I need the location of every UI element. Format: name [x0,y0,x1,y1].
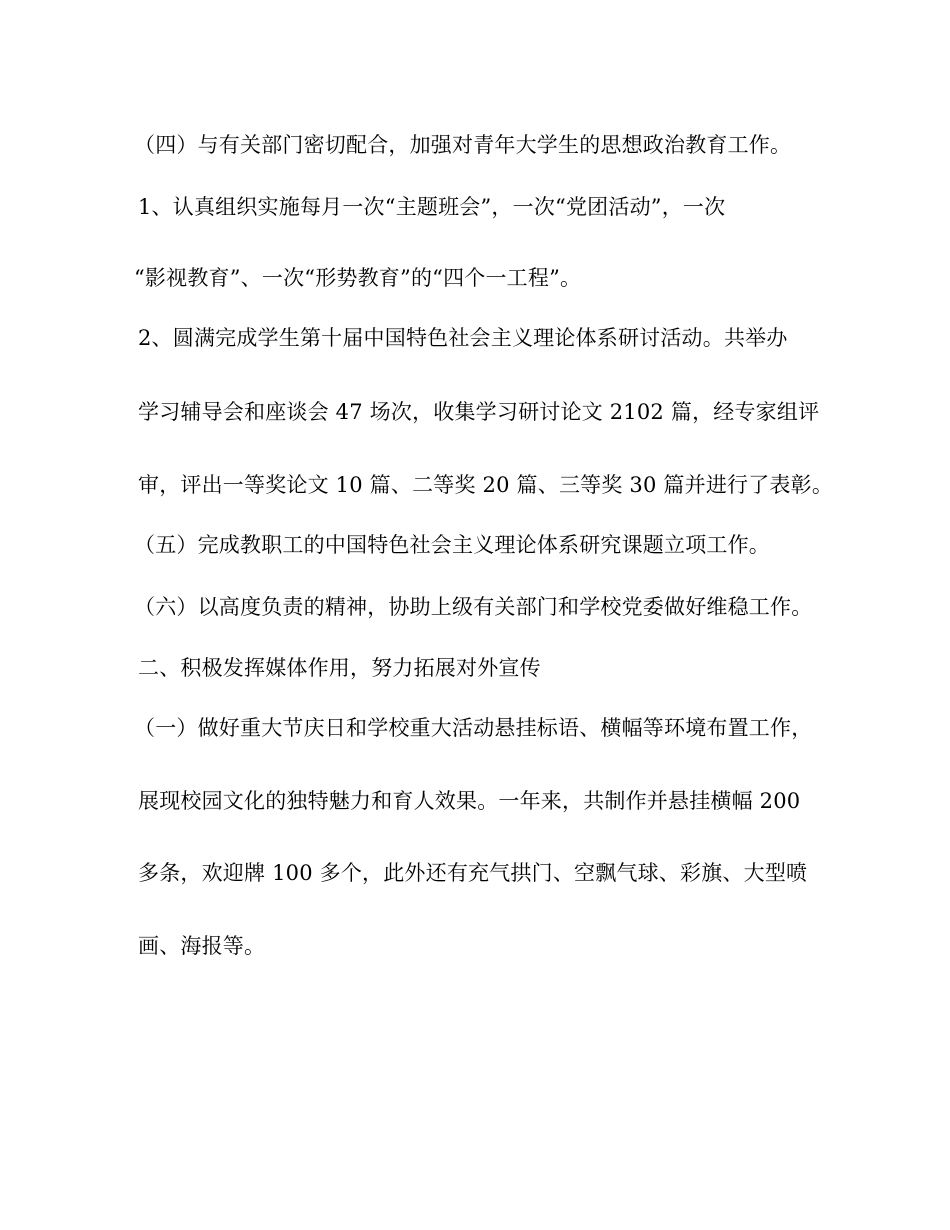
section-one-heading: （一）做好重大节庆日和学校重大活动悬挂标语、横幅等环境布置工作， [134,716,813,740]
paragraph-line: “影视教育”、一次“形势教育”的“四个一工程”。 [134,266,582,290]
section-five-heading: （五）完成教职工的中国特色社会主义理论体系研究课题立项工作。 [134,533,770,557]
paragraph-line: 多条，欢迎牌 100 多个，此外还有充气拱门、空飘气球、彩旗、大型喷 [138,861,808,885]
section-six-heading: （六）以高度负责的精神，协助上级有关部门和学校党委做好维稳工作。 [134,595,813,619]
paragraph-line: 学习辅导会和座谈会 47 场次，收集学习研讨论文 2102 篇，经专家组评 [138,400,820,424]
paragraph-line: 画、海报等。 [138,934,266,958]
paragraph-line: 审，评出一等奖论文 10 篇、二等奖 20 篇、三等奖 30 篇并进行了表彰。 [138,473,834,497]
paragraph-line: 展现校园文化的独特魅力和育人效果。一年来，共制作并悬挂横幅 200 [138,789,801,813]
paragraph-line: 2、圆满完成学生第十届中国特色社会主义理论体系研讨活动。共举办 [138,326,788,350]
chapter-two-heading: 二、积极发挥媒体作用，努力拓展对外宣传 [138,656,541,680]
section-four-heading: （四）与有关部门密切配合，加强对青年大学生的思想政治教育工作。 [134,133,792,157]
paragraph-line: 1、认真组织实施每月一次“主题班会”，一次“党团活动”，一次 [138,195,726,219]
